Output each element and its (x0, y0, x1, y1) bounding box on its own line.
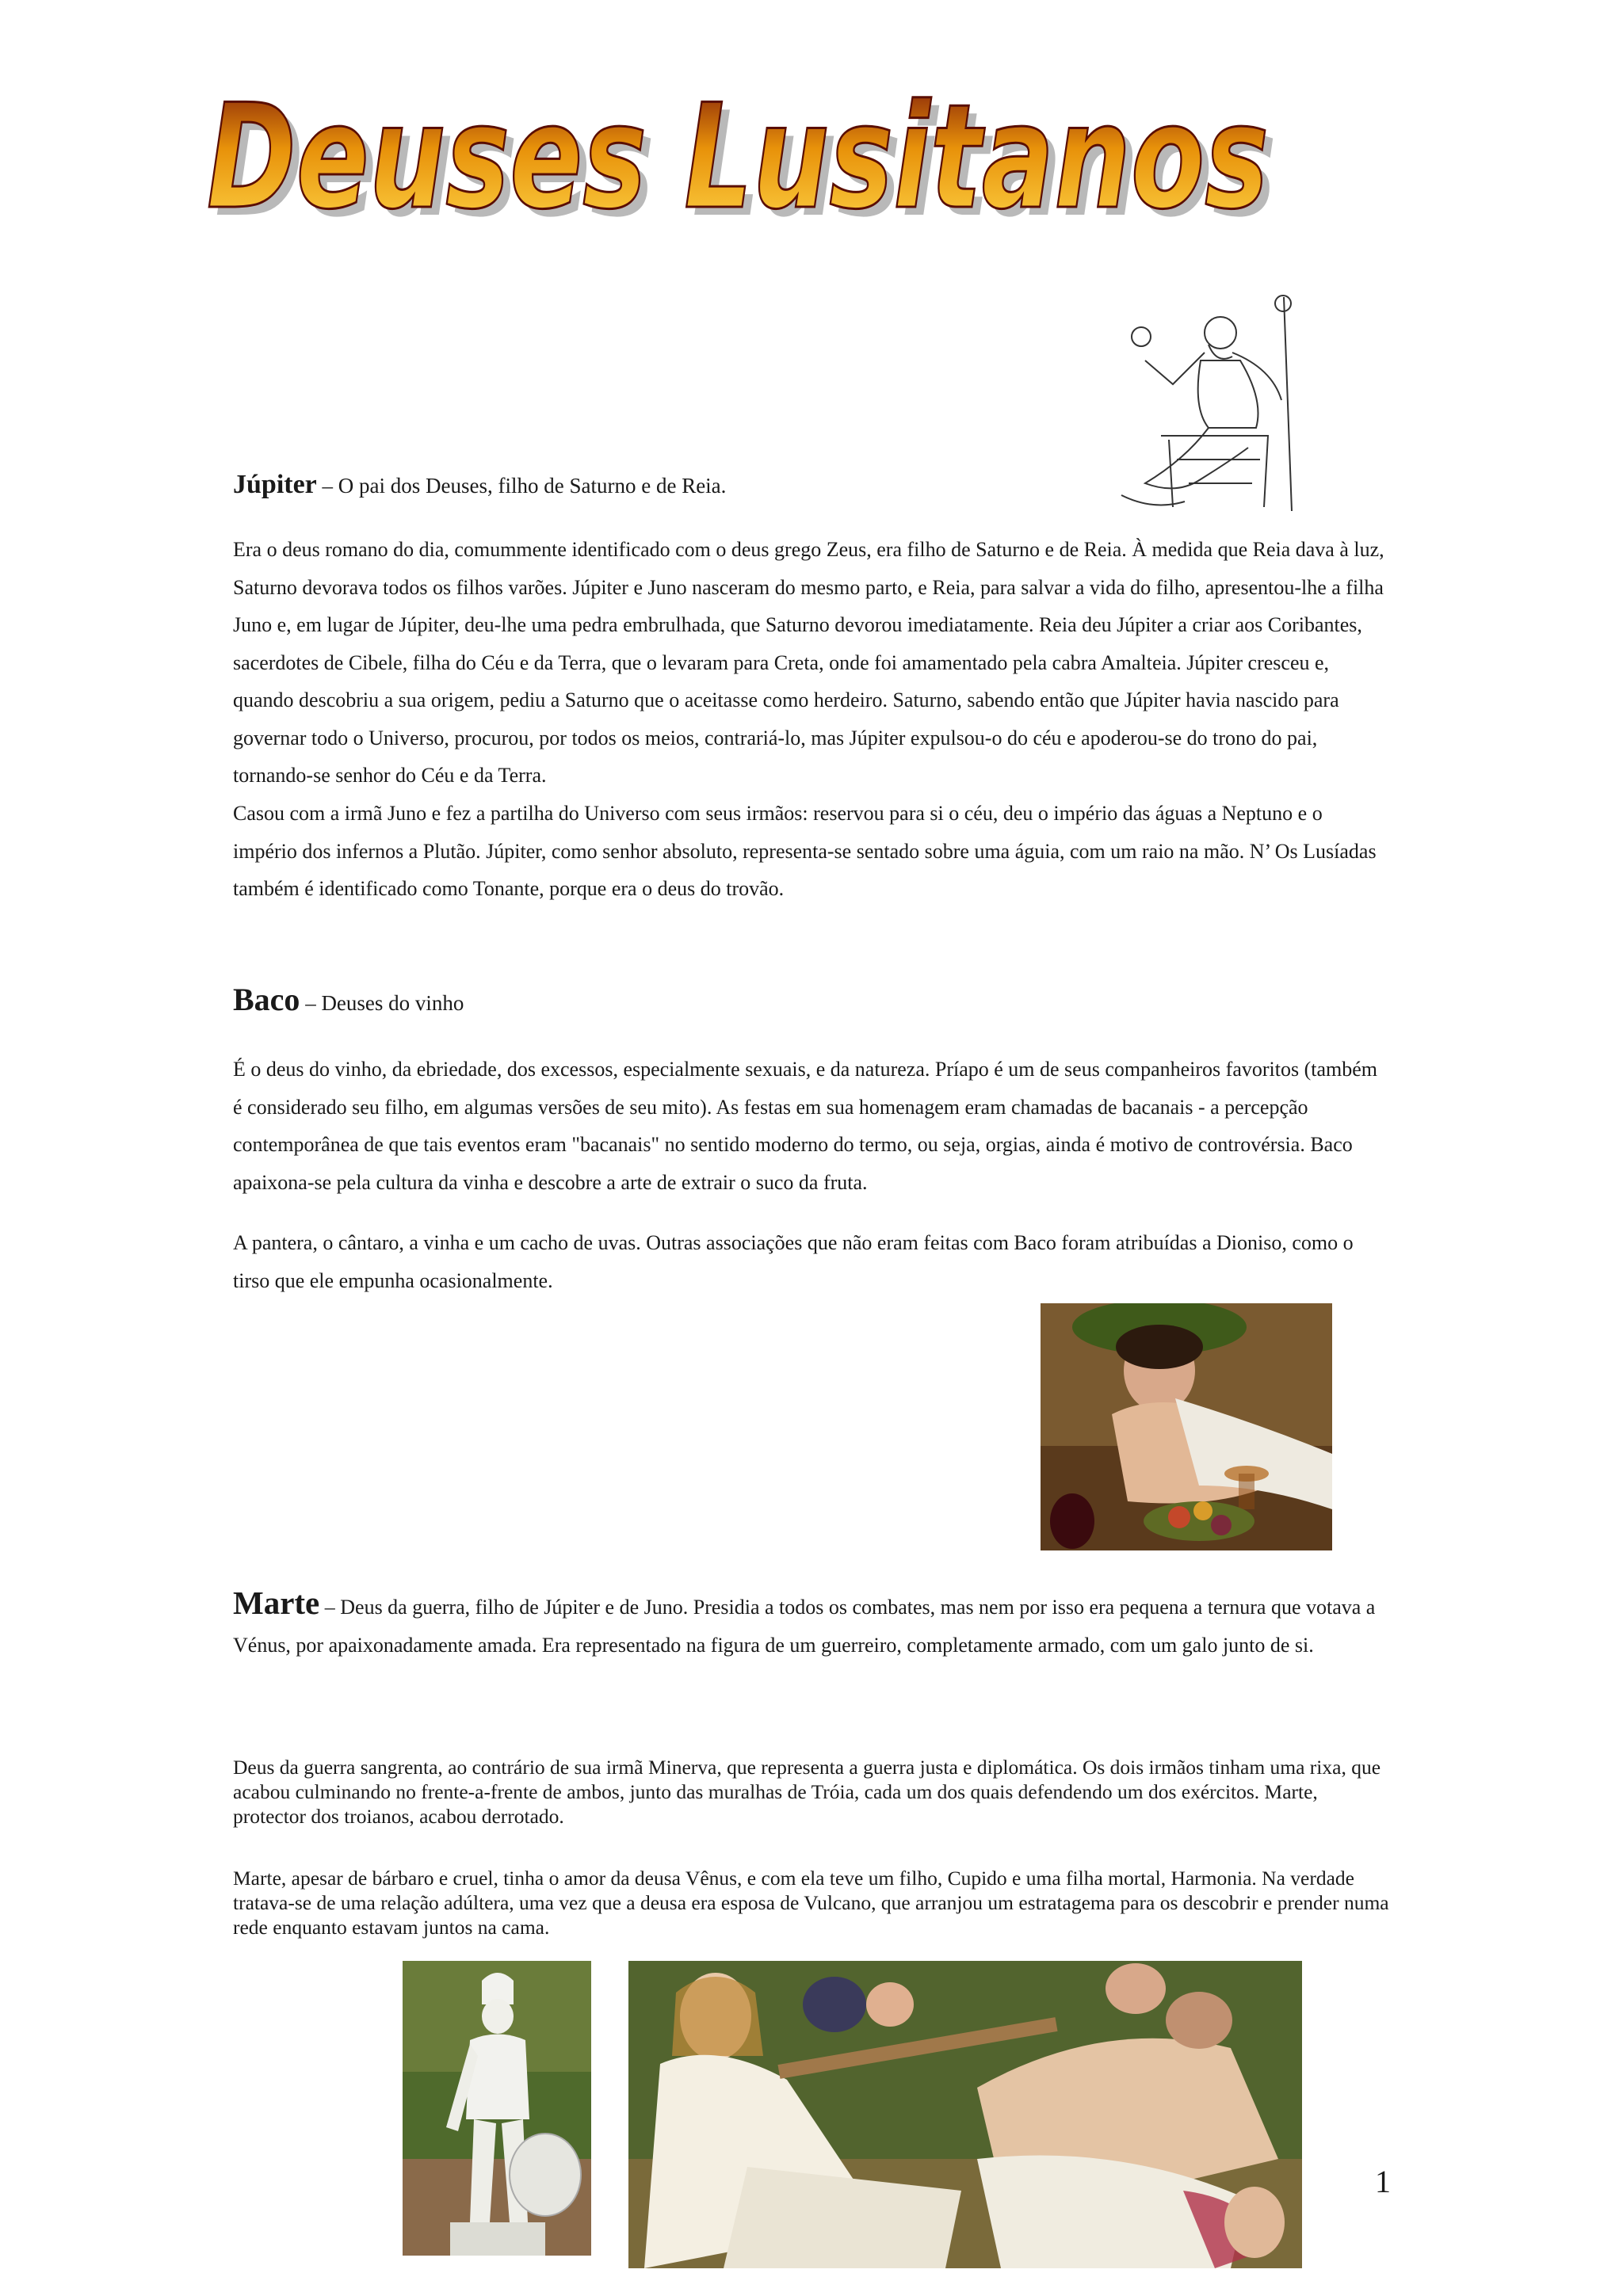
jupiter-paragraph-1: Era o deus romano do dia, comummente identificado com o deus grego Zeus, era filho de Saturno e de Reia. À medida que Reia dava à luz, Saturno devorava todos os filhos varões. Júpiter e Juno nasceram do mesmo parto, e Reia, para salvar a vida do filho, apresentou-lhe a filha Juno e, em lugar de Júpiter, deu-lhe uma pedra embrulhada, que Saturno devorou imediatamente. Reia deu Júpiter a criar aos Coribantes, sacerdotes de Cibele, filha do Céu e da Terra, que o levaram para Creta, onde foi amamentado pela cabra Amalteia. Júpiter cresceu e, quando descobriu a sua origem, pediu a Saturno que o aceitasse como herdeiro. Saturno, sabendo então que Júpiter havia nascido para governar todo o Universo, procurou, por todos os meios, contrariá-lo, mas Júpiter expulsou-o do céu e apoderou-se do trono do pai, tornando-se senhor do Céu e da Terra. (233, 538, 1384, 787)
page-number: 1 (1375, 2164, 1391, 2199)
baco-tagline: – Deuses do vinho (300, 991, 464, 1015)
marte-name: Marte (233, 1585, 320, 1621)
baco-paragraph-1: É o deus do vinho, da ebriedade, dos excessos, especialmente sexuais, e da natureza. Príapo é um de seus companheiros favoritos (também é considerado seu filho, em algumas versões de seu mito). As festas em sua homenagem eram chamadas de bacanais - a percepção contemporânea de que tais eventos eram "bacanais" no sentido moderno do termo, ou seja, orgias, ainda é motivo de controvérsia. Baco apaixona-se pela cultura da vinha e descobre a arte de extrair o suco da fruta. (233, 1058, 1377, 1194)
jupiter-paragraph-2: Casou com a irmã Juno e fez a partilha do Universo com seus irmãos: reservou para si o céu, deu o império das águas a Neptuno e o império dos infernos a Plutão. Júpiter, como senhor absoluto, representa-se sentado sobre uma águia, com um raio na mão. N’ Os Lusíadas também é identificado como Tonante, porque era o deus do trovão. (233, 802, 1377, 900)
venus-and-mars-painting (628, 1961, 1302, 2268)
jupiter-illustration (1113, 289, 1316, 515)
marte-intro (233, 1585, 1390, 1664)
baco-paragraph-2: A pantera, o cântaro, a vinha e um cacho de uvas. Outras associações que não eram feitas com Baco foram atribuídas a Dioniso, como o tirso que ele empunha ocasionalmente. (233, 1231, 1354, 1292)
bacchus-painting (1041, 1303, 1332, 1550)
marte-tagline: – Deus da guerra, filho de Júpiter e de Juno. Presidia a todos os combates, mas nem por isso era pequena a ternura que votava a Vénus, por apaixonadamente amada. Era representado na figura de um guerreiro, completamente armado, com um galo junto de si. (233, 1596, 1376, 1657)
title-shadow: Deuses Lusitanos (215, 83, 1277, 234)
title-wordart (202, 83, 1296, 234)
baco-name: Baco (233, 982, 300, 1017)
jupiter-name: Júpiter (233, 470, 317, 499)
marte-paragraph-1: Deus da guerra sangrenta, ao contrário de sua irmã Minerva, que representa a guerra justa e diplomática. Os dois irmãos tinham uma rixa, que acabou culminando no frente-a-frente de ambos, junto das muralhas de Tróia, cada um dos quais defendendo um dos exércitos. Marte, protector dos troianos, acabou derrotado. (233, 1756, 1381, 1828)
baco-heading (233, 981, 464, 1018)
jupiter-tagline: – O pai dos Deuses, filho de Saturno e de Reia. (316, 474, 727, 498)
mars-statue-photo (403, 1961, 591, 2256)
jupiter-heading (233, 470, 726, 500)
marte-paragraph-2: Marte, apesar de bárbaro e cruel, tinha o amor da deusa Vênus, e com ela teve um filho, Cupido e uma filha mortal, Harmonia. Na verdade tratava-se de uma relação adúltera, uma vez que a deusa era esposa de Vulcano, que arranjou um estratagema para os descobrir e prender numa rede enquanto estavam juntos na cama. (233, 1867, 1389, 1939)
page-title: Deuses Lusitanos (207, 83, 1269, 234)
